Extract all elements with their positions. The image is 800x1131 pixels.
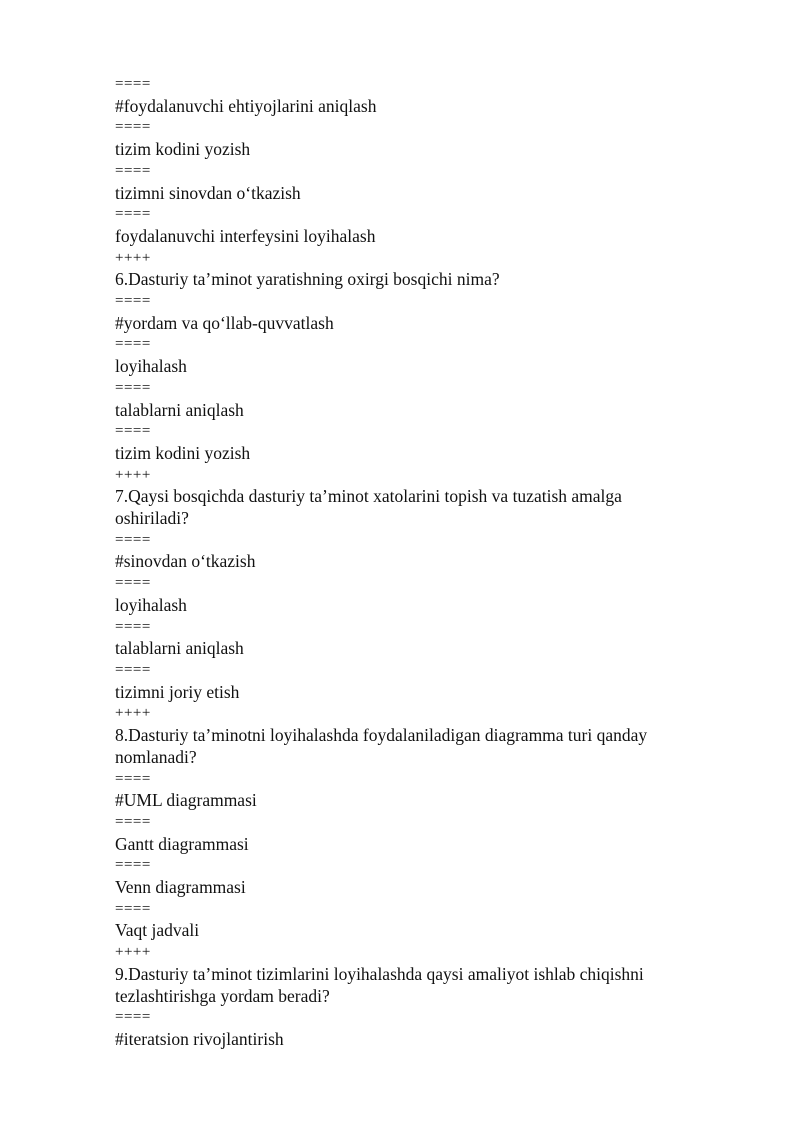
separator-line: ==== [115,162,151,179]
question-separator: ++++ [115,944,151,961]
answer-line: loyihalash [115,594,187,615]
separator-line: ==== [115,1009,151,1026]
answer-line: tizim kodini yozish [115,139,251,160]
answer-line: loyihalash [115,356,187,377]
question-line: 9.Dasturiy ta’minot tizimlarini loyihalashda qaysi amaliyot ishlab chiqishni [115,963,644,984]
answer-line: talablarni aniqlash [115,399,244,420]
separator-line: ==== [115,531,151,548]
answer-line: Vaqt jadvali [115,920,200,941]
document-page [115,74,715,1051]
question-line: oshiriladi? [115,508,189,529]
answer-line: #yordam va qoʻllab-quvvatlash [115,312,334,333]
separator-line: ==== [115,293,151,310]
separator-line: ==== [115,119,151,136]
answer-line: tizim kodini yozish [115,442,251,463]
question-line: 7.Qaysi bosqichda dasturiy ta’minot xatolarini topish va tuzatish amalga [115,486,622,507]
question-line: 6.Dasturiy ta’minot yaratishning oxirgi bosqichi nima? [115,269,500,290]
question-separator: ++++ [115,466,151,483]
separator-line: ==== [115,575,151,592]
answer-line: Venn diagrammasi [115,877,246,898]
separator-line: ==== [115,423,151,440]
separator-line: ==== [115,618,151,635]
answer-line: #sinovdan oʻtkazish [115,551,256,572]
question-separator: ++++ [115,705,151,722]
answer-line: #foydalanuvchi ehtiyojlarini aniqlash [115,95,377,116]
separator-line: ==== [115,206,151,223]
separator-line: ==== [115,813,151,830]
separator-line: ==== [115,900,151,917]
question-separator: ++++ [115,249,151,266]
answer-line: #UML diagrammasi [115,790,257,811]
separator-line: ==== [115,336,151,353]
question-line: nomlanadi? [115,746,197,767]
answer-line: tizimni joriy etish [115,681,240,702]
answer-line: #iteratsion rivojlantirish [115,1028,284,1049]
answer-line: Gantt diagrammasi [115,833,249,854]
answer-line: foydalanuvchi interfeysini loyihalash [115,225,376,246]
separator-line: ==== [115,857,151,874]
answer-line: tizimni sinovdan oʻtkazish [115,182,301,203]
separator-line: ==== [115,770,151,787]
answer-line: talablarni aniqlash [115,638,244,659]
question-line: 8.Dasturiy ta’minotni loyihalashda foydalaniladigan diagramma turi qanday [115,725,648,746]
separator-line: ==== [115,76,151,92]
separator-line: ==== [115,379,151,396]
separator-line: ==== [115,661,151,678]
question-line: tezlashtirishga yordam beradi? [115,985,330,1006]
